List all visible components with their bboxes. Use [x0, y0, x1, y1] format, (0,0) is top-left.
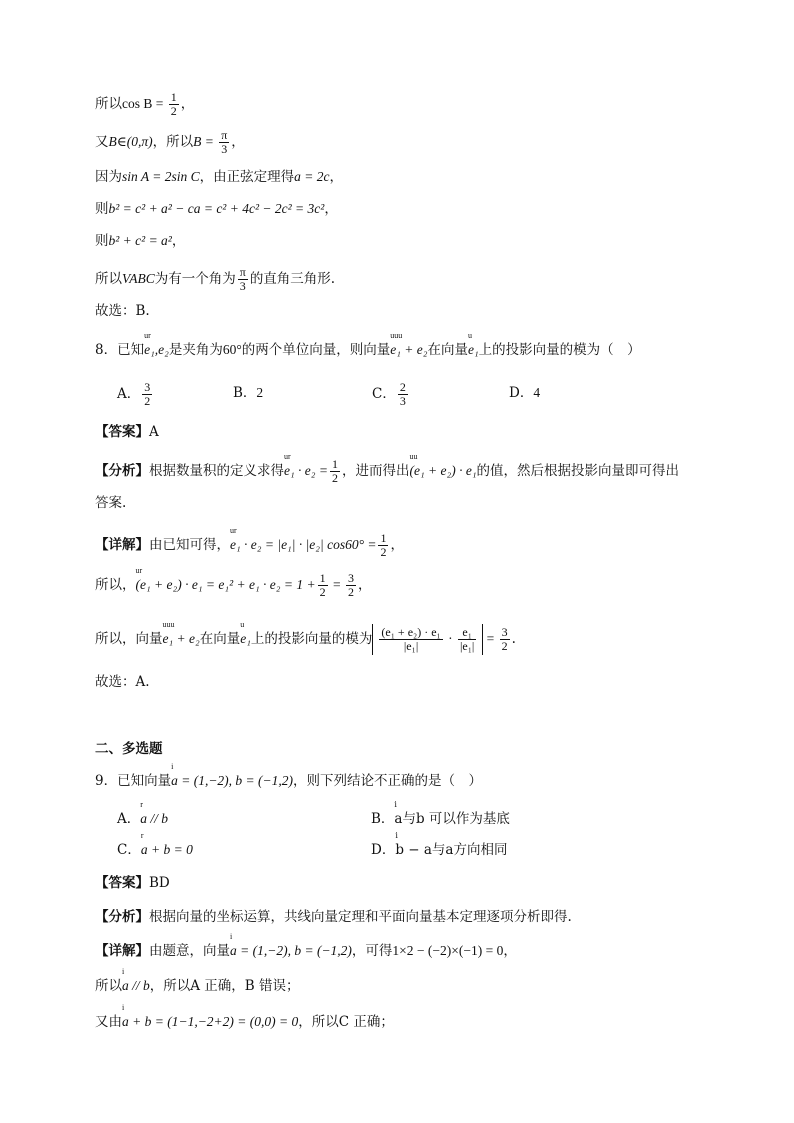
text: 在向量	[199, 631, 241, 647]
option-value: 4	[533, 385, 541, 400]
answer-tag: 【答案】	[95, 875, 149, 891]
text: ，则下列结论不正确的是（ ）	[293, 773, 483, 789]
numerator: 3	[144, 380, 151, 394]
answer-tag: 【答案】	[95, 424, 149, 440]
numerator: π	[239, 265, 246, 279]
math-expr: 1×2 − (−2)×(−1) = 0	[392, 943, 504, 958]
text: 已知向量	[117, 773, 172, 789]
text: ，所以C 正确；	[298, 1014, 394, 1030]
text: 由已知可得，	[149, 537, 230, 553]
denominator: 2	[144, 394, 151, 408]
denominator: 2	[331, 471, 338, 485]
text: 在向量	[427, 342, 468, 358]
text: 已知	[117, 342, 145, 358]
denominator: 2	[501, 639, 508, 653]
q8-option-d[interactable]	[509, 384, 540, 402]
q9-option-b[interactable]	[371, 810, 510, 828]
denominator: 3	[221, 142, 228, 156]
q9-option-d[interactable]	[371, 841, 507, 859]
math-expr: uu (e₁ + e₂) · e₁	[409, 462, 476, 480]
text: 上的投影向量的模为	[250, 631, 373, 647]
text: 则	[95, 201, 109, 217]
math-expr: B∈(0,π)	[108, 134, 153, 149]
text: 答案.	[95, 495, 127, 511]
text: 所以	[95, 96, 122, 112]
text: ，	[180, 96, 195, 112]
text: 为有一个角为	[154, 271, 236, 287]
text: 的直角三角形.	[249, 271, 336, 287]
numerator: 3	[347, 571, 354, 585]
q8-conclusion	[95, 673, 150, 691]
text: 上的投影向量的模为（ ）	[478, 342, 641, 358]
vector-expr: ur e₁,e₂	[144, 341, 169, 359]
numerator: 3	[501, 625, 508, 639]
section-title	[95, 740, 163, 758]
q8-detail-line3	[95, 624, 516, 655]
math-expr: =	[483, 631, 498, 646]
text: 的值，然后根据投影向量即可得出	[476, 463, 680, 479]
q8-option-a[interactable]	[117, 381, 154, 408]
text: 根据向量的坐标运算，共线向量定理和平面向量基本定理逐项分析即得.	[149, 909, 572, 925]
math-expr: cos B =	[122, 96, 167, 111]
denominator: 2	[380, 545, 387, 559]
line-cos-b	[95, 91, 194, 118]
text: ，所以	[152, 134, 194, 150]
line-sine-law	[95, 168, 343, 186]
text: ，	[503, 943, 517, 959]
math-expr: i a + b = (1−1,−2+2) = (0,0) = 0	[122, 1013, 298, 1031]
option-label: A．	[117, 386, 141, 402]
vector-expr: uuu e₁ + e₂	[163, 630, 200, 648]
text: 又	[95, 134, 109, 150]
denominator: 2	[347, 585, 354, 599]
analysis-tag: 【分析】	[95, 909, 149, 925]
numerator: e₁	[458, 626, 476, 640]
option-label: D．	[509, 385, 534, 401]
math-expr: a = 2c	[294, 169, 330, 184]
fraction	[318, 572, 328, 599]
numerator: 1	[170, 90, 177, 104]
text: 故选：A.	[95, 674, 150, 690]
q9-detail-line3	[95, 1013, 394, 1031]
option-label: B．	[371, 811, 395, 827]
fraction	[169, 91, 179, 118]
math-expr: ur e₁ · e₂ = |e₁| · |e₂| cos60° =	[230, 536, 376, 554]
numerator: (e₁ + e₂) · e₁	[381, 625, 441, 639]
denominator: |e₁|	[459, 639, 475, 653]
math-expr: sin A = 2sin C	[122, 169, 200, 184]
text: ，所以A 正确，B 错误；	[149, 978, 300, 994]
line-choose-b	[95, 302, 150, 320]
math-expr: b² = c² + a² − ca = c² + 4c² − 2c² = 3c²	[108, 201, 325, 216]
analysis-tag: 【分析】	[95, 463, 149, 479]
option-text: r a + b = 0	[141, 841, 193, 859]
q9-analysis	[95, 908, 572, 926]
section-heading: 二、多选题	[95, 741, 163, 757]
math-expr: i a = (1,−2), b = (−1,2)	[230, 942, 352, 960]
denominator: 3	[239, 279, 246, 293]
math-expr: ur (e₁ + e₂) · e₁ = e₁² + e₁ · e₂ = 1 +	[136, 576, 316, 594]
text: 所以，	[95, 577, 136, 593]
q9-option-a[interactable]	[117, 810, 168, 828]
numerator: π	[221, 128, 228, 142]
q8-analysis	[95, 458, 679, 485]
denominator: |e₁|	[403, 639, 419, 653]
text: .	[511, 631, 516, 647]
q8-option-b[interactable]	[233, 384, 263, 402]
fraction	[378, 532, 388, 559]
text: ，	[390, 537, 404, 553]
answer-value: A	[149, 424, 159, 440]
q9-answer	[95, 874, 170, 892]
option-text: i a与b 可以作为基底	[394, 810, 509, 828]
text: 由题意，向量	[149, 943, 230, 959]
fraction	[500, 626, 510, 653]
option-text: i b − a与a方向相同	[395, 841, 507, 859]
numerator: 1	[319, 571, 326, 585]
line-b-range	[95, 129, 245, 156]
fraction	[458, 626, 476, 653]
numerator: 2	[399, 380, 406, 394]
text: 所以	[95, 978, 122, 994]
abs-value-expr: $\frac{\text{(e₁ + e₂) · e₁}}{\text{|e₁|}}$ · $\frac{\text{e₁}}{\text{|e₁|}}$	[372, 624, 483, 655]
text: ，	[357, 577, 372, 593]
denominator: 3	[399, 394, 406, 408]
q8-option-c[interactable]	[372, 381, 410, 408]
fraction	[379, 626, 442, 653]
text: 故选：B.	[95, 303, 150, 319]
math-expr: i a // b	[122, 977, 150, 995]
q8-detail	[95, 532, 404, 559]
line-b-squared	[95, 200, 338, 218]
denominator: 2	[170, 104, 177, 118]
question-9-stem	[95, 772, 482, 790]
option-label: A．	[117, 811, 141, 827]
fraction	[398, 381, 408, 408]
text: 的两个单位向量，则向量	[241, 342, 391, 358]
detail-tag: 【详解】	[95, 537, 149, 553]
vector-expr: uuu e₁ + e₂	[390, 341, 427, 359]
vector-expr: u e₁	[468, 341, 479, 359]
text: ，	[171, 233, 186, 249]
question-number: 9．	[95, 773, 118, 789]
numerator: 1	[331, 457, 338, 471]
fraction	[330, 458, 340, 485]
numerator: 1	[380, 531, 387, 545]
option-label: C．	[372, 386, 396, 402]
text: 是夹角为	[168, 342, 223, 358]
fraction	[219, 129, 229, 156]
math-expr: =	[329, 577, 344, 592]
vector-expr: u e₁	[240, 630, 251, 648]
text: 所以，向量	[95, 631, 163, 647]
math-expr: VABC	[122, 271, 155, 286]
text: ，可得	[351, 943, 393, 959]
q9-detail	[95, 942, 517, 960]
option-label: B．	[233, 385, 257, 401]
denominator: 2	[319, 585, 326, 599]
text: 因为	[95, 169, 122, 185]
q8-detail-line2	[95, 572, 371, 599]
fraction	[142, 381, 152, 408]
q8-answer	[95, 423, 159, 441]
math-expr: B =	[193, 134, 218, 149]
detail-tag: 【详解】	[95, 943, 149, 959]
question-8-stem	[95, 341, 641, 359]
option-text: r a // b	[140, 810, 168, 828]
text: ，	[231, 134, 245, 150]
line-right-triangle	[95, 266, 335, 293]
line-pythag	[95, 232, 185, 250]
vector-expr: i a = (1,−2), b = (−1,2)	[171, 772, 293, 790]
fraction	[238, 266, 248, 293]
option-value: 2	[256, 385, 264, 400]
q8-analysis-cont	[95, 494, 126, 512]
text: ，	[329, 169, 343, 185]
math-expr: ur e₁ · e₂ =	[284, 462, 328, 480]
text: 根据数量积的定义求得	[149, 463, 284, 479]
math-expr: b² + c² = a²	[108, 233, 172, 248]
text: ，由正弦定理得	[199, 169, 295, 185]
text: ，进而得出	[341, 463, 410, 479]
text: 又由	[95, 1014, 122, 1030]
option-label: C．	[117, 842, 141, 858]
answer-value: BD	[149, 875, 170, 891]
math-expr: 60°	[222, 342, 242, 357]
text: 则	[95, 233, 109, 249]
question-number: 8．	[95, 342, 118, 358]
q9-option-c[interactable]	[117, 841, 193, 859]
option-label: D．	[371, 842, 396, 858]
text: ，	[324, 201, 338, 217]
fraction	[346, 572, 356, 599]
text: 所以	[95, 271, 122, 287]
q9-detail-line2	[95, 977, 300, 995]
